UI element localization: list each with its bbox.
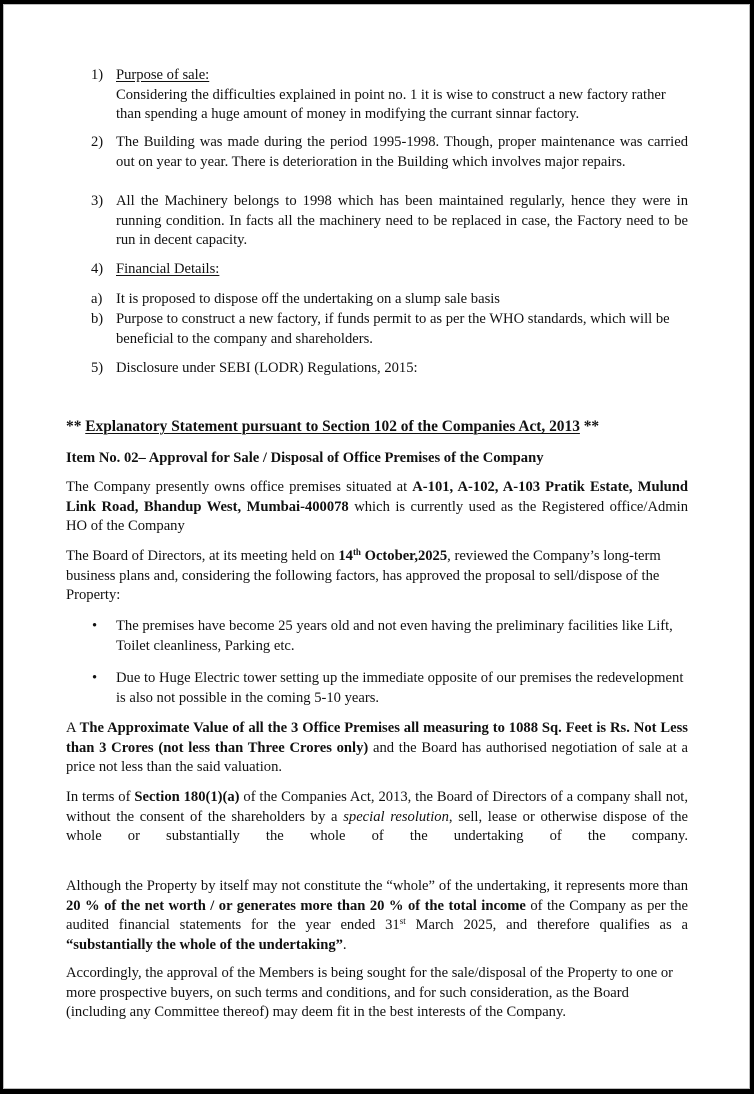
text: . bbox=[342, 936, 347, 953]
heading-prefix: ** bbox=[66, 418, 86, 435]
item-title: Financial Details: bbox=[116, 261, 220, 277]
meeting-date bbox=[338, 548, 447, 564]
item-body: The Building was made during the period 1995-1998. Though, proper maintenance was carried out on year to year. There is deterioration in the Building which involves major repairs. bbox=[116, 134, 688, 170]
paragraph-premises bbox=[66, 478, 688, 537]
item-body: Disclosure under SEBI (LODR) Regulations, 2015: bbox=[116, 360, 418, 376]
item-body: Purpose to construct a new factory, if funds permit to as per the WHO standards, which will be beneficial to the company and shareholders. bbox=[116, 311, 670, 347]
text: , reviewed the Company’s long-term business plans and, considering the following factors, has approved the proposal to sell/dispose of the Property: bbox=[66, 548, 661, 604]
text: The Board of Directors, at its meeting held on bbox=[66, 548, 339, 564]
date-suffix: th bbox=[352, 547, 361, 557]
list-item-financial-details bbox=[92, 260, 688, 280]
premises-address: A-101, A-102, A-103 Pratik Estate, Mulund Link Road, Bhandup West, Mumbai-400078 bbox=[66, 479, 688, 515]
threshold-text: 20 % of the net worth / or generates more than 20 % of the total income bbox=[66, 897, 526, 914]
list-number: 3) bbox=[91, 193, 104, 209]
item-body: It is proposed to dispose off the undertaking on a slump sale basis bbox=[116, 291, 500, 307]
bullet-text: Due to Huge Electric tower setting up the immediate opposite of our premises the redevelopment is also not possible in the coming 5-10 years. bbox=[116, 670, 684, 706]
paragraph-approval-sought: Accordingly, the approval of the Members is being sought for the sale/disposal of the Property to one or more prospective buyers, on such terms and conditions, and for such consideration, as the Board (including any Committee thereof) may deem fit in the best interests of the Company. bbox=[66, 965, 673, 1021]
bullet-item bbox=[92, 617, 688, 656]
heading-title: Explanatory Statement pursuant to Section 102 of the Companies Act, 2013 bbox=[85, 418, 580, 435]
paragraph-substantially-whole bbox=[66, 877, 688, 955]
text: The Company presently owns office premises situated at bbox=[66, 479, 413, 495]
list-letter: b) bbox=[91, 311, 104, 327]
list-item-building bbox=[92, 133, 688, 172]
bullet-text: The premises have become 25 years old and not even having the preliminary facilities like Lift, Toilet cleanliness, Parking etc. bbox=[116, 618, 673, 654]
text: , sell, lease or otherwise dispose of the whole or substantially the whole of the undertaking of the company. bbox=[66, 808, 689, 845]
special-resolution-term: special resolution bbox=[343, 808, 449, 825]
list-letter: a) bbox=[91, 291, 103, 307]
list-item-a bbox=[92, 290, 688, 310]
list-item-purpose-of-sale bbox=[92, 66, 688, 125]
bullet-item bbox=[92, 669, 688, 708]
list-number: 1) bbox=[91, 67, 104, 83]
text: which is currently used as the Registered office/Admin HO of the Company bbox=[66, 498, 688, 535]
date-day: 14 bbox=[338, 548, 353, 564]
section-reference: Section 180(1)(a) bbox=[134, 789, 240, 805]
list-item-b bbox=[92, 310, 688, 349]
list-item-machinery bbox=[92, 192, 688, 251]
paragraph-valuation bbox=[66, 719, 688, 778]
list-item-disclosure bbox=[92, 359, 688, 379]
item-body: Considering the difficulties explained in point no. 1 it is wise to construct a new factory rather than spending a huge amount of money in modifying the currant sinnar factory. bbox=[116, 86, 666, 123]
paragraph-section-180 bbox=[66, 788, 688, 847]
qualification-text: “substantially the whole of the undertaking” bbox=[66, 936, 343, 953]
text: In terms of bbox=[66, 789, 135, 805]
valuation-text: The Approximate Value of all the 3 Office Premises all measuring to 1088 Sq. Feet is Rs. Not Less than 3 Crores (not less than Three Crores only) bbox=[66, 720, 688, 756]
heading-suffix: ** bbox=[579, 418, 600, 435]
list-number: 2) bbox=[91, 134, 104, 150]
list-number: 5) bbox=[91, 360, 104, 376]
bullet-icon: • bbox=[92, 618, 98, 634]
text: March 2025, and therefore qualifies as a bbox=[405, 917, 688, 934]
list-number: 4) bbox=[91, 261, 104, 277]
text: and the Board has authorised negotiation of sale at a price not less than the said valuation. bbox=[66, 739, 688, 776]
text: Although the Property by itself may not constitute the “whole” of the undertaking, it represents more than bbox=[66, 878, 688, 894]
document-page bbox=[3, 4, 750, 1089]
text: of the Company as per the audited financial statements for the year ended 31 bbox=[66, 897, 688, 934]
item-body: All the Machinery belongs to 1998 which has been maintained regularly, hence they were in running condition. In facts all the machinery need to be replaced in case, the Factory need to be run in decent capacity. bbox=[116, 193, 688, 249]
text: of the Companies Act, 2013, the Board of Directors of a company shall not, without the consent of the shareholders by a bbox=[66, 789, 689, 825]
explanatory-statement-heading bbox=[66, 417, 688, 437]
text: A bbox=[66, 720, 80, 736]
date-suffix: st bbox=[399, 916, 406, 927]
item-heading: Item No. 02– Approval for Sale / Disposal of Office Premises of the Company bbox=[66, 450, 544, 466]
item-title: Purpose of sale: bbox=[116, 67, 210, 83]
date-rest: October,2025 bbox=[360, 548, 448, 564]
paragraph-board-meeting bbox=[66, 547, 688, 606]
bullet-icon: • bbox=[92, 670, 98, 686]
